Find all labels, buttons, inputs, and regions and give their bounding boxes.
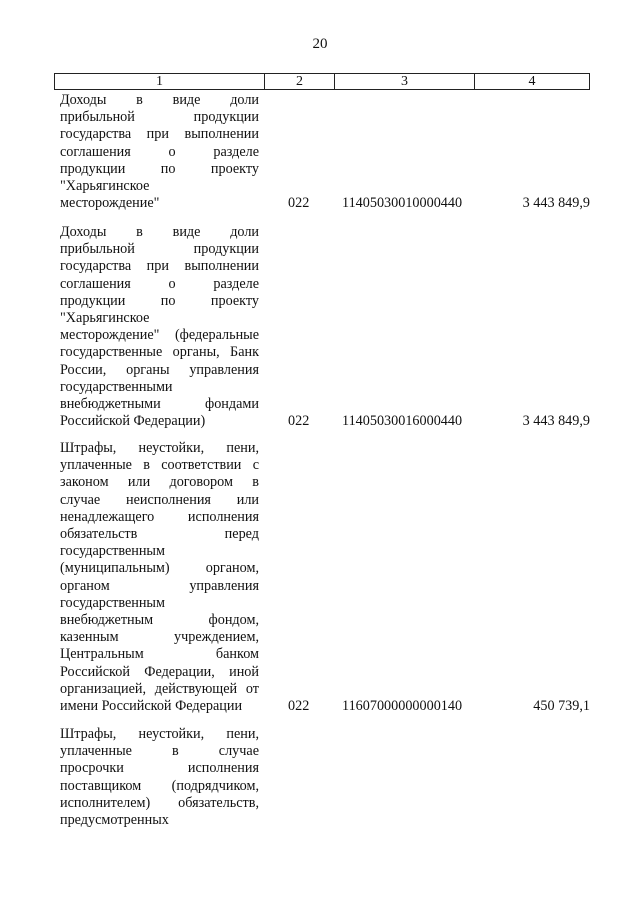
description-line: ненадлежащего исполнения	[60, 508, 259, 525]
description-line: продукции по проекту	[60, 292, 259, 309]
description-line: внебюджетными фондами	[60, 396, 259, 413]
description-line: соглашения о разделе	[60, 275, 259, 292]
column-header-1: 1	[55, 74, 265, 89]
amount-value: 3 443 849,9	[522, 413, 590, 429]
description-line: органом управления	[60, 577, 259, 594]
description-line: государственным	[60, 543, 165, 560]
description-line: (муниципальным) органом,	[60, 560, 259, 577]
description-line: Штрафы, неустойки, пени,	[60, 726, 259, 742]
admin-code: 022	[288, 413, 310, 429]
column-header-4: 4	[528, 74, 536, 89]
description-line: внебюджетным фондом,	[60, 612, 259, 629]
column-header-3: 3	[335, 74, 475, 89]
description-line: уплаченные в случае	[60, 743, 259, 760]
description-line: случае неисполнения или	[60, 491, 259, 508]
description-line: государственные органы, Банк	[60, 344, 259, 361]
description-line: уплаченные в соответствии с	[60, 457, 259, 474]
amount-value: 3 443 849,9	[522, 195, 590, 211]
description-line: имени Российской Федерации	[60, 698, 243, 715]
description-line: продукции по проекту	[60, 160, 259, 177]
row-description	[60, 440, 259, 715]
admin-code: 022	[288, 195, 310, 211]
description-line: "Харьягинское	[60, 178, 150, 195]
admin-code: 022	[288, 698, 310, 714]
table-header-row	[54, 73, 590, 90]
kbk-code: 11405030010000440	[342, 195, 463, 211]
column-header-2: 2	[265, 74, 335, 89]
description-line: Доходы в виде доли	[60, 92, 259, 108]
description-line: прибыльной продукции	[60, 241, 259, 258]
description-line: Центральным банком	[60, 646, 259, 663]
description-line: месторождение"	[60, 195, 160, 212]
description-line: поставщиком (подрядчиком,	[60, 777, 259, 794]
description-line: предусмотренных	[60, 812, 169, 829]
description-line: прибыльной продукции	[60, 109, 259, 126]
description-line: соглашения о разделе	[60, 143, 259, 160]
page-number: 20	[312, 36, 328, 52]
row-description	[60, 224, 259, 430]
table-row	[60, 440, 590, 720]
description-line: исполнителем) обязательств,	[60, 794, 259, 811]
row-description	[60, 92, 259, 212]
description-line: государства при выполнении	[60, 258, 259, 275]
description-line: государственными	[60, 378, 173, 395]
description-line: законом или договором в	[60, 474, 259, 491]
kbk-code: 11607000000000140	[342, 698, 463, 714]
description-line: Российской Федерации, иной	[60, 663, 259, 680]
description-line: государства при выполнении	[60, 126, 259, 143]
description-line: организацией, действующей от	[60, 680, 259, 697]
description-line: государственным	[60, 594, 165, 611]
description-line: "Харьягинское	[60, 310, 150, 327]
description-line: России, органы управления	[60, 361, 259, 378]
description-line: Российской Федерации)	[60, 413, 206, 430]
row-description	[60, 726, 259, 829]
description-line: месторождение" (федеральные	[60, 327, 259, 344]
table-row	[60, 92, 590, 222]
amount-value: 450 739,1	[533, 698, 590, 714]
description-line: просрочки исполнения	[60, 760, 259, 777]
description-line: казенным учреждением,	[60, 629, 259, 646]
kbk-code: 11405030016000440	[342, 413, 463, 429]
description-line: Штрафы, неустойки, пени,	[60, 440, 259, 456]
description-line: Доходы в виде доли	[60, 224, 259, 240]
table-row	[60, 224, 590, 434]
table-row	[60, 726, 590, 836]
description-line: обязательств перед	[60, 526, 259, 543]
